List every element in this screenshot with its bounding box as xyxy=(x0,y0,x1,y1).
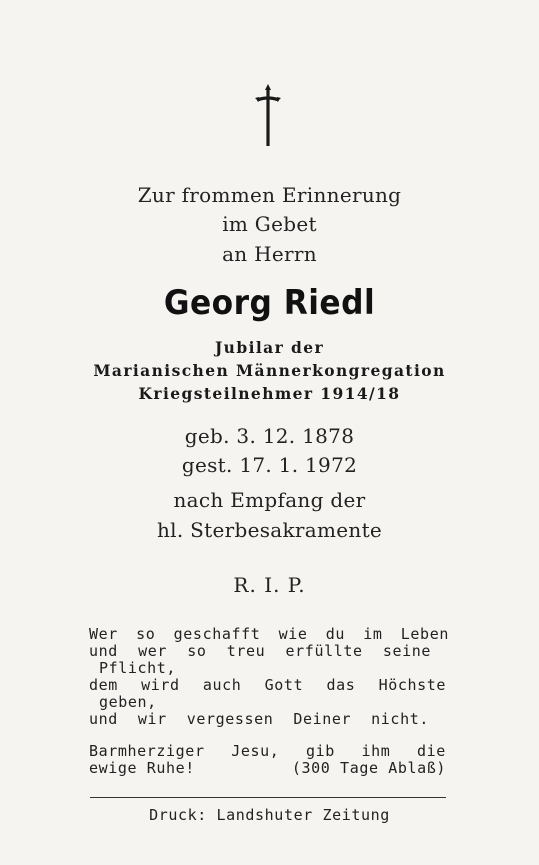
word: das xyxy=(326,676,356,694)
prayer xyxy=(89,743,449,777)
poem-verse xyxy=(89,626,449,728)
poem-line xyxy=(89,643,431,660)
word: erfüllte xyxy=(285,642,363,660)
word: wird xyxy=(141,676,180,694)
word: Deiner xyxy=(293,710,352,728)
word: seine xyxy=(382,642,431,660)
prayer-line xyxy=(89,760,446,777)
word: nicht. xyxy=(371,710,429,728)
word: Jesu, xyxy=(231,742,280,760)
title-line-1: Jubilar der xyxy=(214,338,325,357)
word: so xyxy=(136,625,156,643)
header-line-3: an Herrn xyxy=(222,242,317,266)
sacrament-line-1: nach Empfang der xyxy=(173,488,366,512)
rip-text: R. I. P. xyxy=(233,573,306,597)
word: ihm xyxy=(361,742,391,760)
word: geschafft xyxy=(173,625,261,643)
title-line-3: Kriegsteilnehmer 1914/18 xyxy=(138,384,401,403)
word: Höchste xyxy=(378,676,446,694)
prayer-rest-text: ewige Ruhe! xyxy=(89,759,195,777)
word: und xyxy=(89,642,118,660)
word: wir xyxy=(137,710,167,728)
word: vergessen xyxy=(186,710,274,728)
word: treu xyxy=(226,642,266,660)
cross-icon xyxy=(254,82,282,148)
poem-line xyxy=(89,694,449,711)
indulgence-text: (300 Tage Ablaß) xyxy=(291,759,446,777)
header-line-2: im Gebet xyxy=(222,212,317,236)
printer-credit: Druck: Landshuter Zeitung xyxy=(149,806,390,824)
divider-line xyxy=(90,797,446,798)
deceased-name: Georg Riedl xyxy=(163,283,376,323)
title-line-2: Marianischen Männerkongregation xyxy=(93,361,446,380)
word: du xyxy=(325,625,346,643)
sacrament-line-2: hl. Sterbesakramente xyxy=(156,518,383,542)
word: wer xyxy=(138,642,168,660)
word: geben, xyxy=(99,693,157,711)
word: Barmherziger xyxy=(89,742,205,760)
word: Wer xyxy=(89,625,118,643)
word: so xyxy=(187,642,207,660)
poem-line xyxy=(89,626,449,643)
word: im xyxy=(363,625,383,643)
poem-line xyxy=(89,711,429,728)
poem-line xyxy=(89,660,449,677)
word: und xyxy=(89,710,118,728)
header-line-1: Zur frommen Erinnerung xyxy=(137,183,402,207)
word: Leben xyxy=(400,625,449,643)
prayer-line xyxy=(89,743,446,760)
word: dem xyxy=(89,676,118,694)
birth-date: geb. 3. 12. 1878 xyxy=(184,424,355,448)
word: wie xyxy=(278,625,308,643)
word: Pflicht, xyxy=(99,659,177,677)
poem-line xyxy=(89,677,446,694)
word: die xyxy=(417,742,446,760)
death-date: gest. 17. 1. 1972 xyxy=(181,453,358,477)
word: auch xyxy=(202,676,242,694)
word: Gott xyxy=(264,676,304,694)
word: gib xyxy=(305,742,335,760)
